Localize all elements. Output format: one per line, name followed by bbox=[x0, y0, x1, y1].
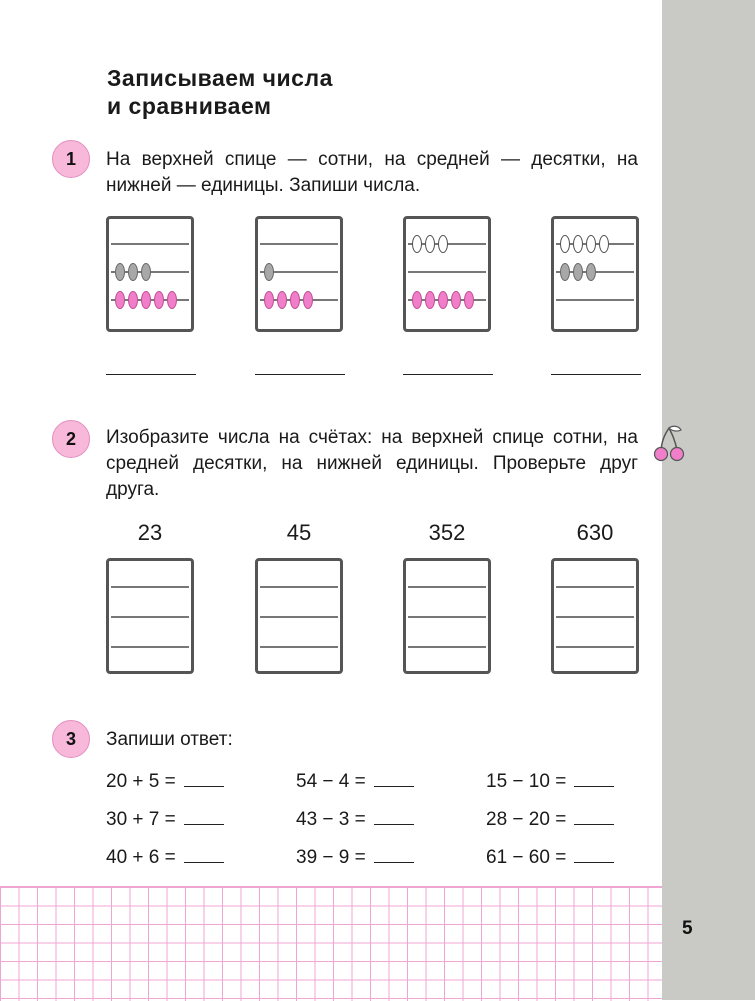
answer-line-4[interactable] bbox=[551, 374, 641, 375]
task-3-text: Запиши ответ: bbox=[106, 729, 233, 750]
task-2-text: Изобразите числа на счётах: на верхней спице сотни, на средней десятки, на нижней единицы. Проверьте друг друга. bbox=[106, 427, 638, 500]
units-bead bbox=[290, 291, 300, 309]
task-1-badge: 1 bbox=[52, 140, 90, 178]
hundreds-bead bbox=[560, 235, 570, 253]
tens-bead bbox=[115, 263, 125, 281]
empty-abacus-3[interactable] bbox=[403, 558, 491, 674]
number-label-2: 45 bbox=[286, 520, 312, 545]
units-bead bbox=[264, 291, 274, 309]
number-label-3: 352 bbox=[428, 520, 466, 545]
hundreds-bead bbox=[599, 235, 609, 253]
abacus-wire bbox=[556, 646, 634, 648]
hundreds-bead bbox=[573, 235, 583, 253]
equation-text: 20 + 5 = bbox=[106, 771, 176, 792]
units-bead bbox=[115, 291, 125, 309]
abacus-wire bbox=[556, 586, 634, 588]
units-bead bbox=[277, 291, 287, 309]
abacus-2 bbox=[255, 216, 343, 332]
answer-blank[interactable] bbox=[374, 806, 414, 825]
answer-blank[interactable] bbox=[374, 768, 414, 787]
page-number: 5 bbox=[682, 918, 693, 939]
title-line-2: и сравниваем bbox=[107, 93, 272, 119]
answer-blank[interactable] bbox=[184, 844, 224, 863]
answer-line-2[interactable] bbox=[255, 374, 345, 375]
abacus-wire bbox=[111, 243, 189, 245]
hundreds-bead bbox=[425, 235, 435, 253]
units-bead bbox=[451, 291, 461, 309]
tens-bead bbox=[128, 263, 138, 281]
equation-text: 15 − 10 = bbox=[486, 771, 567, 792]
equation bbox=[486, 844, 614, 869]
tens-bead bbox=[586, 263, 596, 281]
abacus-wire bbox=[556, 616, 634, 618]
equation bbox=[486, 806, 614, 831]
answer-blank[interactable] bbox=[574, 768, 614, 787]
abacus-wire bbox=[408, 586, 486, 588]
tens-bead bbox=[141, 263, 151, 281]
abacus-wire bbox=[408, 646, 486, 648]
equation-text: 40 + 6 = bbox=[106, 847, 176, 868]
abacus-wire bbox=[111, 586, 189, 588]
task-3-badge: 3 bbox=[52, 720, 90, 758]
units-bead bbox=[141, 291, 151, 309]
abacus-1 bbox=[106, 216, 194, 332]
abacus-wire bbox=[408, 616, 486, 618]
task-2-badge: 2 bbox=[52, 420, 90, 458]
abacus-wire bbox=[260, 243, 338, 245]
units-bead bbox=[154, 291, 164, 309]
equation bbox=[106, 844, 224, 869]
answer-blank[interactable] bbox=[184, 768, 224, 787]
equation-text: 43 − 3 = bbox=[296, 809, 366, 830]
number-label-1: 23 bbox=[137, 520, 163, 545]
empty-abacus-2[interactable] bbox=[255, 558, 343, 674]
abacus-3 bbox=[403, 216, 491, 332]
equation bbox=[296, 806, 414, 831]
equation-text: 28 − 20 = bbox=[486, 809, 567, 830]
page-title bbox=[107, 64, 333, 120]
equation bbox=[296, 768, 414, 793]
abacus-wire bbox=[556, 299, 634, 301]
answer-blank[interactable] bbox=[574, 806, 614, 825]
tens-bead bbox=[573, 263, 583, 281]
units-bead bbox=[425, 291, 435, 309]
units-bead bbox=[128, 291, 138, 309]
tens-bead bbox=[264, 263, 274, 281]
answer-blank[interactable] bbox=[374, 844, 414, 863]
units-bead bbox=[464, 291, 474, 309]
number-label-4: 630 bbox=[576, 520, 614, 545]
hundreds-bead bbox=[438, 235, 448, 253]
equation bbox=[296, 844, 414, 869]
abacus-wire bbox=[260, 646, 338, 648]
hundreds-bead bbox=[412, 235, 422, 253]
abacus-wire bbox=[111, 646, 189, 648]
units-bead bbox=[438, 291, 448, 309]
task-1-text: На верхней спице — сотни, на средней — десятки, на нижней — единицы. Запиши числа. bbox=[106, 149, 638, 196]
equation-text: 30 + 7 = bbox=[106, 809, 176, 830]
squared-paper-grid[interactable] bbox=[0, 886, 662, 1001]
empty-abacus-4[interactable] bbox=[551, 558, 639, 674]
answer-blank[interactable] bbox=[184, 806, 224, 825]
answer-blank[interactable] bbox=[574, 844, 614, 863]
abacus-wire bbox=[408, 271, 486, 273]
abacus-4 bbox=[551, 216, 639, 332]
equation bbox=[106, 806, 224, 831]
equation-text: 61 − 60 = bbox=[486, 847, 567, 868]
equation-text: 39 − 9 = bbox=[296, 847, 366, 868]
answer-line-3[interactable] bbox=[403, 374, 493, 375]
tens-bead bbox=[560, 263, 570, 281]
hundreds-bead bbox=[586, 235, 596, 253]
empty-abacus-1[interactable] bbox=[106, 558, 194, 674]
title-line-1: Записываем числа bbox=[107, 65, 333, 91]
page-margin-bar bbox=[662, 0, 755, 1000]
cherry-icon bbox=[652, 424, 686, 462]
abacus-wire bbox=[111, 616, 189, 618]
units-bead bbox=[412, 291, 422, 309]
units-bead bbox=[167, 291, 177, 309]
answer-line-1[interactable] bbox=[106, 374, 196, 375]
abacus-wire bbox=[260, 586, 338, 588]
equation bbox=[106, 768, 224, 793]
equation-text: 54 − 4 = bbox=[296, 771, 366, 792]
units-bead bbox=[303, 291, 313, 309]
equation bbox=[486, 768, 614, 793]
abacus-wire bbox=[260, 616, 338, 618]
